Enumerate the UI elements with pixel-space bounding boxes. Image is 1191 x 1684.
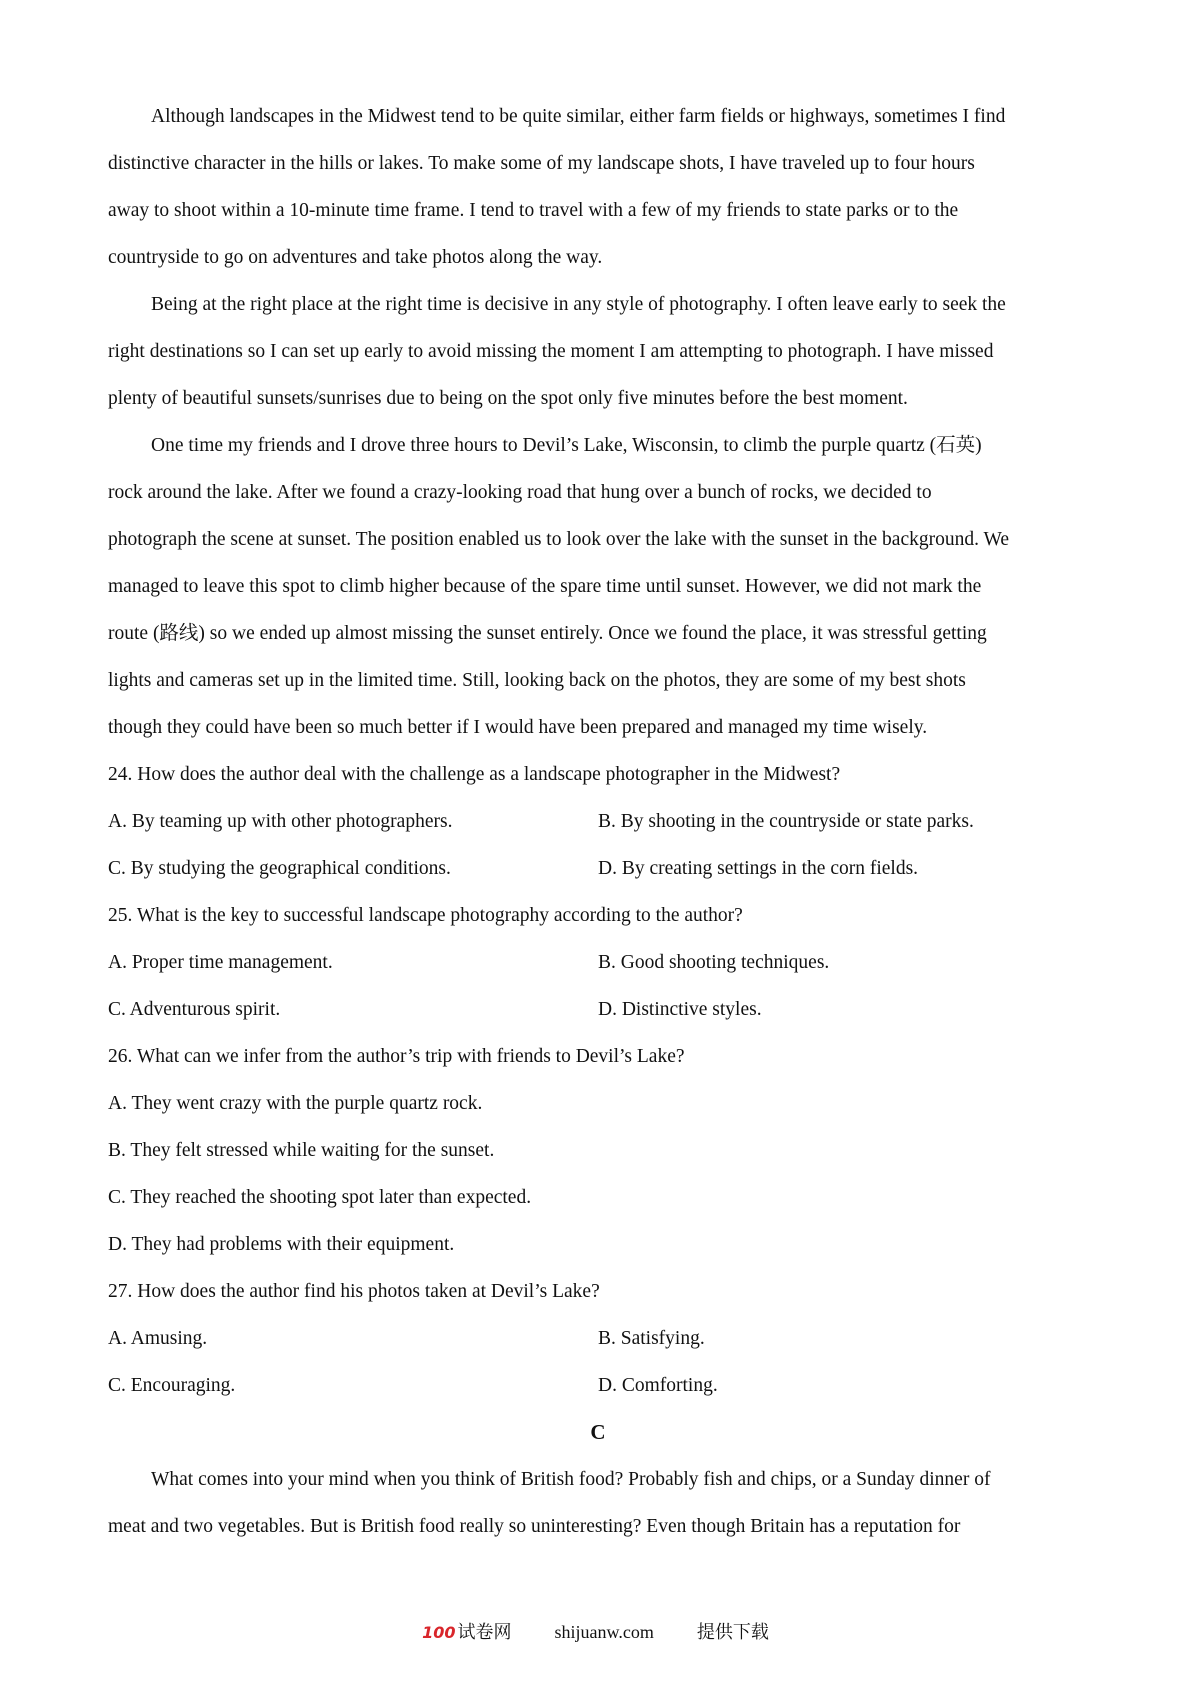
text-line: Being at the right place at the right time is decisive in any style of photography. I often leave early to seek the (151, 294, 1006, 315)
section-heading: C (590, 1420, 606, 1444)
option-b: B. Good shooting techniques. (598, 952, 830, 973)
option-d: D. By creating settings in the corn fields. (598, 858, 919, 879)
paragraph-3 (108, 422, 1088, 751)
options-row (108, 939, 1088, 986)
paragraph-2 (108, 281, 1088, 422)
text-line: Although landscapes in the Midwest tend to be quite similar, either farm fields or highways, sometimes I find (151, 106, 1006, 127)
text-line: One time my friends and I drove three hours to Devil’s Lake, Wisconsin, to climb the purple quartz (石英) (151, 435, 982, 456)
option-c: C. Encouraging. (108, 1375, 236, 1396)
options-row (108, 798, 1088, 845)
option-a: A. Amusing. (108, 1328, 208, 1349)
paragraph-1 (108, 93, 1088, 281)
text-line: right destinations so I can set up early to avoid missing the moment I am attempting to photograph. I have missed (108, 341, 994, 362)
question-stem: 24. How does the author deal with the challenge as a landscape photographer in the Midwest? (108, 764, 841, 785)
text-line: photograph the scene at sunset. The position enabled us to look over the lake with the sunset in the background. We (108, 529, 1010, 550)
site-logo-text: 试卷网 (457, 1622, 512, 1642)
option-a: A. By teaming up with other photographers. (108, 811, 453, 832)
text-line: plenty of beautiful sunsets/sunrises due to being on the spot only five minutes before the best moment. (108, 388, 908, 409)
text-line: managed to leave this spot to climb higher because of the spare time until sunset. However, we did not mark the (108, 576, 982, 597)
option-c: C. By studying the geographical conditions. (108, 858, 451, 879)
download-note: 提供下载 (696, 1622, 769, 1642)
text-line: lights and cameras set up in the limited time. Still, looking back on the photos, they are some of my best shots (108, 670, 966, 691)
option-a: A. They went crazy with the purple quartz rock. (108, 1093, 483, 1114)
text-line: route (路线) so we ended up almost missing the sunset entirely. Once we found the place, it was stressful getting (108, 623, 987, 644)
site-logo: 100 (422, 1623, 456, 1642)
option-b: B. They felt stressed while waiting for the sunset. (108, 1140, 495, 1161)
option-b: B. By shooting in the countryside or state parks. (598, 811, 974, 832)
document-page (108, 93, 1088, 1550)
text-line: What comes into your mind when you think of British food? Probably fish and chips, or a Sunday dinner of (151, 1469, 991, 1490)
question-stem: 25. What is the key to successful landscape photography according to the author? (108, 905, 743, 926)
text-line: meat and two vegetables. But is British food really so uninteresting? Even though Britain has a reputation for (108, 1516, 961, 1537)
options-row (108, 1315, 1088, 1362)
page-footer (0, 1618, 1191, 1644)
option-d: D. They had problems with their equipment. (108, 1234, 455, 1255)
question-24 (108, 751, 1088, 892)
option-d: D. Distinctive styles. (598, 999, 762, 1020)
text-line: though they could have been so much better if I would have been prepared and managed my time wisely. (108, 717, 928, 738)
question-stem: 26. What can we infer from the author’s trip with friends to Devil’s Lake? (108, 1046, 685, 1067)
text-line: distinctive character in the hills or lakes. To make some of my landscape shots, I have traveled up to four hours (108, 153, 975, 174)
options-row (108, 1362, 1088, 1409)
question-25 (108, 892, 1088, 1033)
paragraph-c-1 (108, 1456, 1088, 1550)
site-url[interactable]: shijuanw.com (554, 1622, 654, 1642)
option-b: B. Satisfying. (598, 1328, 705, 1349)
text-line: countryside to go on adventures and take photos along the way. (108, 247, 603, 268)
options-row (108, 845, 1088, 892)
option-d: D. Comforting. (598, 1375, 718, 1396)
question-stem: 27. How does the author find his photos taken at Devil’s Lake? (108, 1281, 600, 1302)
question-26 (108, 1033, 1088, 1268)
text-line: rock around the lake. After we found a crazy-looking road that hung over a bunch of rocks, we decided to (108, 482, 932, 503)
question-27 (108, 1268, 1088, 1409)
option-a: A. Proper time management. (108, 952, 333, 973)
option-c: C. They reached the shooting spot later than expected. (108, 1187, 532, 1208)
text-line: away to shoot within a 10-minute time frame. I tend to travel with a few of my friends to state parks or to the (108, 200, 959, 221)
options-row (108, 986, 1088, 1033)
option-c: C. Adventurous spirit. (108, 999, 281, 1020)
